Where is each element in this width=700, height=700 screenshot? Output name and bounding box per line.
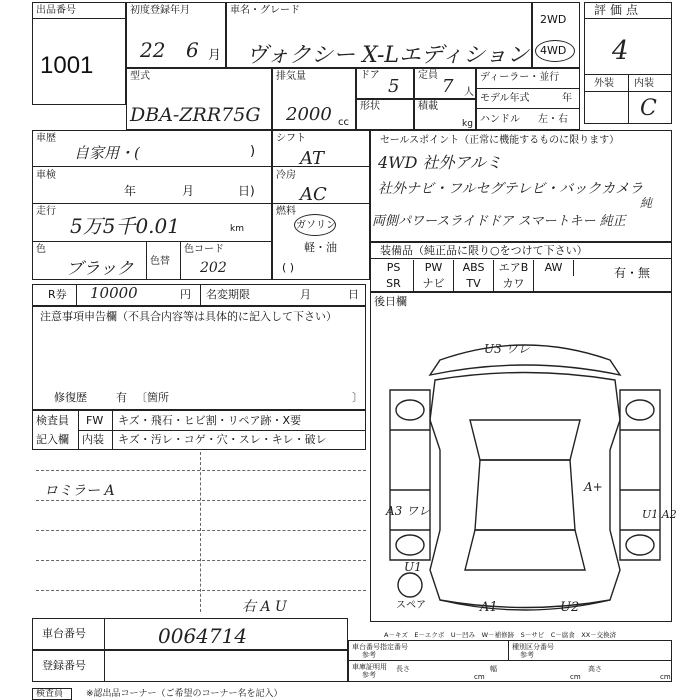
color-code: 202 xyxy=(200,260,227,276)
displacement-label: 排気量 xyxy=(276,71,306,82)
capacity-value: 7 xyxy=(442,76,454,97)
equipment-item: PS xyxy=(374,260,414,276)
equipment-item: SR xyxy=(374,276,414,292)
sales-line-1: 4WD 社外アルミ xyxy=(378,153,502,172)
interior-text: キズ・汚レ・コゲ・穴・スレ・キレ・破レ xyxy=(118,433,327,446)
shape-label: 形状 xyxy=(360,101,380,112)
model-label: 型式 xyxy=(130,71,150,82)
mileage-value: 5万5千0.01 xyxy=(70,214,180,238)
displacement-unit: cc xyxy=(338,117,349,128)
handwritten-note: ロミラー A xyxy=(44,483,115,499)
equipment-item: AW xyxy=(534,260,574,276)
recycle-label: R券 xyxy=(48,288,67,301)
shift-value: AT xyxy=(300,148,325,169)
drive-4wd: 4WD xyxy=(540,44,567,57)
ac-value: AC xyxy=(300,184,327,205)
dealer-label: ディーラー・並行 xyxy=(480,72,560,83)
equipment-item: ABS xyxy=(454,260,494,276)
handle-label: ハンドル xyxy=(480,114,520,125)
diagram-left-side-mark: A3 ワレ xyxy=(386,504,431,518)
model-year-unit: 年 xyxy=(562,93,572,104)
height-unit: cm xyxy=(660,673,671,681)
lot-number: 1001 xyxy=(40,52,94,79)
sales-line-3-extra: 純 xyxy=(640,196,653,210)
model-year-label: モデル年式 xyxy=(480,93,530,104)
fuel-label: 燃料 xyxy=(276,206,296,217)
interior-label: 内装 xyxy=(82,433,104,446)
model-code: DBA-ZRR75G xyxy=(130,104,261,126)
equipment-item: TV xyxy=(454,276,494,292)
repair-close: 〕 xyxy=(352,391,363,404)
handwritten-note-bottom: 右 A U xyxy=(242,599,287,615)
equipment-label: 装備品（純正品に限り○をつけて下さい） xyxy=(380,244,588,257)
remarks-label: 後日欄 xyxy=(374,295,407,308)
length-label: 長さ xyxy=(396,665,410,673)
first-reg-month: 6 xyxy=(186,38,199,62)
ext-label: 外装 xyxy=(594,78,614,89)
name-change-month: 月 xyxy=(300,288,311,301)
reg-no-label: 車台番号指定番号 xyxy=(352,643,408,651)
fw-text: キズ・飛石・ヒビ割・リペア跡・X要 xyxy=(118,414,302,427)
first-reg-year: 22 xyxy=(140,38,166,62)
first-reg-label: 初度登録年月 xyxy=(130,5,190,16)
equipment-item: エアB xyxy=(494,260,534,276)
recycle-box xyxy=(32,284,366,306)
int-grade: C xyxy=(640,96,657,121)
inspection-label: 車検 xyxy=(36,170,56,181)
handle-value: 左・右 xyxy=(538,114,568,125)
history-label: 車歴 xyxy=(36,133,56,144)
equipment-item: PW xyxy=(414,260,454,276)
car-name-label: 車名・グレード xyxy=(230,5,300,16)
capacity-label: 定員 xyxy=(418,70,438,81)
color-value: ブラック xyxy=(66,259,134,279)
class-ref: 参考 xyxy=(520,651,534,659)
doors-label: ドア xyxy=(360,70,380,81)
sales-points-label: セールスポイント（正常に機能するものに限ります） xyxy=(380,135,620,146)
sales-line-3: 両側パワースライドドア スマートキー 純正 xyxy=(372,214,626,229)
color-code-label: 色コード xyxy=(184,244,224,255)
inspector-label: 検査員 xyxy=(36,414,69,427)
diagram-spare-label: スペア xyxy=(396,600,426,611)
history-close: ) xyxy=(250,144,256,159)
lot-label: 出品番号 xyxy=(36,5,76,16)
score-value: 4 xyxy=(612,36,629,66)
repair-place: 〔箇所 xyxy=(136,391,169,404)
shift-label: シフト xyxy=(276,133,306,144)
capacity-unit: 人 xyxy=(464,87,474,98)
diagram-top-mark: U3 ワレ xyxy=(484,342,530,356)
fuel-gas: ガソリン xyxy=(296,220,336,231)
load-label: 積載 xyxy=(418,101,438,112)
diagram-right-mark: A+ xyxy=(584,480,603,494)
first-reg-month-unit: 月 xyxy=(208,48,222,63)
color-label: 色 xyxy=(36,244,46,255)
fuel-paren: ( ) xyxy=(282,261,295,274)
reg-no-ref: 参考 xyxy=(362,651,376,659)
height-label: 高さ xyxy=(588,665,602,673)
diagram-left-bottom-mark: U1 xyxy=(404,560,422,574)
class-label: 種別区分番号 xyxy=(512,643,554,651)
inspection-month: 月 xyxy=(182,184,195,198)
recycle-value: 10000 xyxy=(90,284,138,302)
ac-label: 冷房 xyxy=(276,170,296,181)
repair-label: 修復歴 xyxy=(54,391,87,404)
car-name: ヴォクシー X-Lエディション xyxy=(246,43,529,68)
width-label: 幅 xyxy=(490,665,497,673)
bottom-label: 検査員 xyxy=(36,689,64,699)
fuel-light-oil: 軽・油 xyxy=(304,241,337,254)
diagram-bottom-a1: A1 xyxy=(480,600,498,615)
drive-2wd: 2WD xyxy=(540,13,567,26)
inspection-day: 日) xyxy=(238,184,255,198)
bottom-note: ※認出品コーナー（ご希望のコーナー名を記入） xyxy=(86,689,283,699)
diagram-right-side-mark: U1 A2 xyxy=(642,508,677,521)
chassis-number: 0064714 xyxy=(158,624,248,648)
entry-label: 記入欄 xyxy=(36,433,69,446)
width-unit: cm xyxy=(570,673,581,681)
notes-label: 注意事項申告欄（不具合内容等は具体的に記入して下さい） xyxy=(40,310,337,323)
name-change-label: 名変期限 xyxy=(206,288,250,301)
registration-label: 登録番号 xyxy=(42,659,86,672)
car-diagram xyxy=(380,330,670,620)
history-value: 自家用・( xyxy=(74,144,140,162)
cert-label: 車庫証明用 xyxy=(352,663,387,671)
equipment-item: カワ xyxy=(494,276,534,292)
repaint-label: 色替 xyxy=(150,256,170,267)
cert-ref: 参考 xyxy=(362,671,376,679)
name-change-day: 日 xyxy=(348,288,359,301)
fw-label: FW xyxy=(86,414,104,427)
doors-value: 5 xyxy=(388,76,400,97)
diagram-bottom-u2: U2 xyxy=(560,600,580,615)
footer-legend: A－キズ E－エクボ U－凹み W－補修跡 S－サビ C－腐食 XX－交換済 xyxy=(384,631,617,639)
equipment-item: ナビ xyxy=(414,276,454,292)
load-unit: kg xyxy=(462,119,473,129)
sales-line-2: 社外ナビ・フルセグテレビ・バックカメラ xyxy=(378,181,644,197)
chassis-label: 車台番号 xyxy=(42,627,86,640)
mileage-label: 走行 xyxy=(36,206,56,217)
repair-value: 有 xyxy=(116,391,127,404)
int-label: 内装 xyxy=(634,78,654,89)
displacement-value: 2000 xyxy=(286,104,332,125)
mileage-unit: km xyxy=(230,224,244,234)
inspection-year: 年 xyxy=(124,184,137,198)
recycle-yen: 円 xyxy=(180,288,191,301)
equipment-yes-no: 有・無 xyxy=(614,266,651,280)
score-label: 評価点 xyxy=(594,3,643,17)
length-unit: cm xyxy=(474,673,485,681)
